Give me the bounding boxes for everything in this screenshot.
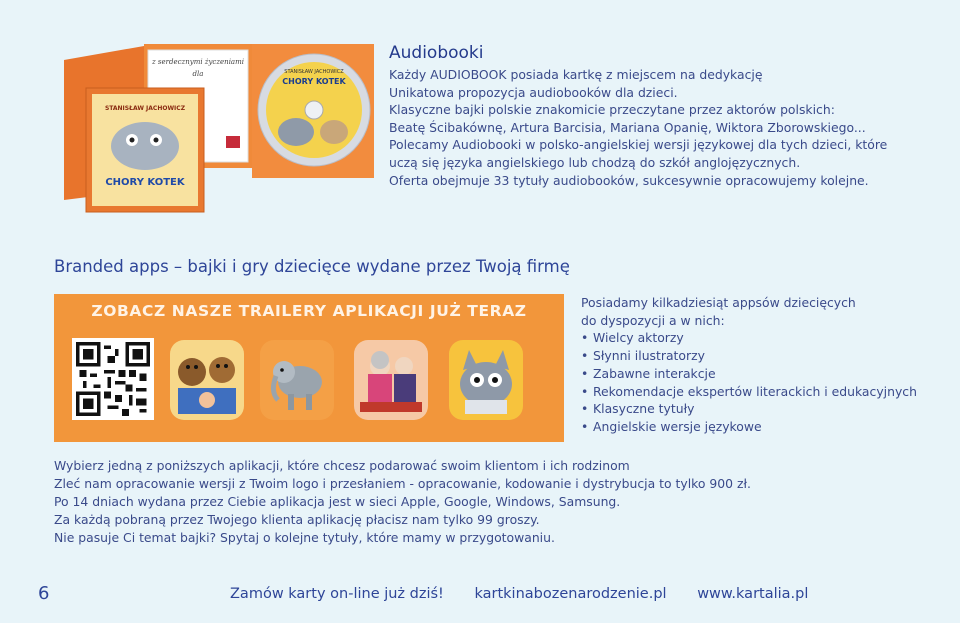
- audiobooks-line: Polecamy Audiobooki w polsko-angielskiej wersji językowej dla tych dzieci, które: [389, 137, 888, 153]
- apps-intro-line: do dyspozycji a w nich:: [581, 312, 725, 328]
- branded-apps-heading: Branded apps – bajki i gry dziecięce wydane przez Twoją firmę: [54, 257, 570, 276]
- qr-code-icon: [76, 342, 150, 416]
- book-author: STANISŁAW JACHOWICZ: [104, 105, 186, 112]
- offer-line: Nie pasuje Ci temat bajki? Spytaj o kolejne tytuły, które mamy w przygotowaniu.: [54, 530, 555, 545]
- footer-order-text: Zamów karty on-line już dziś!: [230, 586, 444, 602]
- audiobooks-line: Beatę Ścibakównę, Artura Barcisia, Mariana Opanię, Wiktora Zborowskiego...: [389, 119, 866, 135]
- offer-line: Wybierz jedną z poniższych aplikacji, które chcesz podarować swoim klientom i ich rodzinom: [54, 458, 630, 473]
- apps-intro-line: Posiadamy kilkadziesiąt appsów dziecięcych: [581, 295, 856, 310]
- audiobooks-line: Unikatowa propozycja audiobooków dla dzieci.: [389, 84, 678, 100]
- app-tile-elephant[interactable]: [260, 340, 334, 420]
- audiobook-illustration: [56, 40, 376, 220]
- grandparents-app-icon: [354, 340, 428, 420]
- feature-item: • Klasyczne tytuły: [581, 400, 951, 418]
- footer: [230, 586, 834, 602]
- elephant-app-icon: [260, 340, 334, 420]
- feature-item: • Zabawne interakcje: [581, 365, 951, 383]
- card-text-2: dla: [192, 70, 204, 78]
- feature-item: • Słynni ilustratorzy: [581, 347, 951, 365]
- audiobook-package-image: [56, 40, 376, 220]
- disc-author: STANISŁAW JACHOWICZ: [284, 69, 344, 75]
- offer-line: Po 14 dniach wydana przez Ciebie aplikacja jest w sieci Apple, Google, Windows, Samsung.: [54, 494, 621, 509]
- feature-item: • Wielcy aktorzy: [581, 329, 951, 347]
- app-tile-bears[interactable]: [170, 340, 244, 420]
- footer-link-kartkinabozenarodzenie[interactable]: kartkinabozenarodzenie.pl: [474, 586, 667, 602]
- page-number: 6: [38, 583, 50, 604]
- bears-app-icon: [170, 340, 244, 420]
- disc-title: CHORY KOTEK: [282, 77, 346, 86]
- apps-trailer-banner[interactable]: [54, 294, 564, 442]
- app-tile-sick-kitten[interactable]: [449, 340, 523, 420]
- card-text-1: z serdecznymi życzeniami: [152, 58, 244, 66]
- qr-code[interactable]: [72, 338, 154, 420]
- apps-features-list: [581, 329, 951, 435]
- apps-features-section: [581, 294, 951, 436]
- offer-line: Za każdą pobraną przez Twojego klienta aplikację płacisz nam tylko 99 groszy.: [54, 512, 540, 527]
- audiobooks-section: [389, 42, 929, 189]
- footer-link-kartalia[interactable]: www.kartalia.pl: [697, 586, 809, 602]
- book-title: CHORY KOTEK: [105, 177, 185, 188]
- feature-item: • Angielskie wersje językowe: [581, 418, 951, 436]
- banner-title: ZOBACZ NASZE TRAILERY APLIKACJI JUŻ TERAZ: [91, 302, 527, 320]
- audiobooks-title: Audiobooki: [389, 43, 484, 63]
- audiobooks-line: Każdy AUDIOBOOK posiada kartkę z miejscem na dedykację: [389, 67, 763, 82]
- audiobooks-line: Oferta obejmuje 33 tytuły audiobooków, sukcesywnie opracowujemy kolejne.: [389, 172, 869, 188]
- feature-item: • Rekomendacje ekspertów literackich i edukacyjnych: [581, 383, 951, 401]
- audiobooks-line: uczą się języka angielskiego lub chodzą do szkół anglojęzycznych.: [389, 154, 801, 170]
- sick-kitten-app-icon: [449, 340, 523, 420]
- offer-line: Zleć nam opracowanie wersji z Twoim logo i przesłaniem - opracowanie, kodowanie i dystrybucja to tylko 900 zł.: [54, 476, 751, 491]
- apps-offer-text: [54, 457, 934, 547]
- audiobooks-line: Klasyczne bajki polskie znakomicie przeczytane przez aktorów polskich:: [389, 102, 835, 118]
- app-tile-grandparents[interactable]: [354, 340, 428, 420]
